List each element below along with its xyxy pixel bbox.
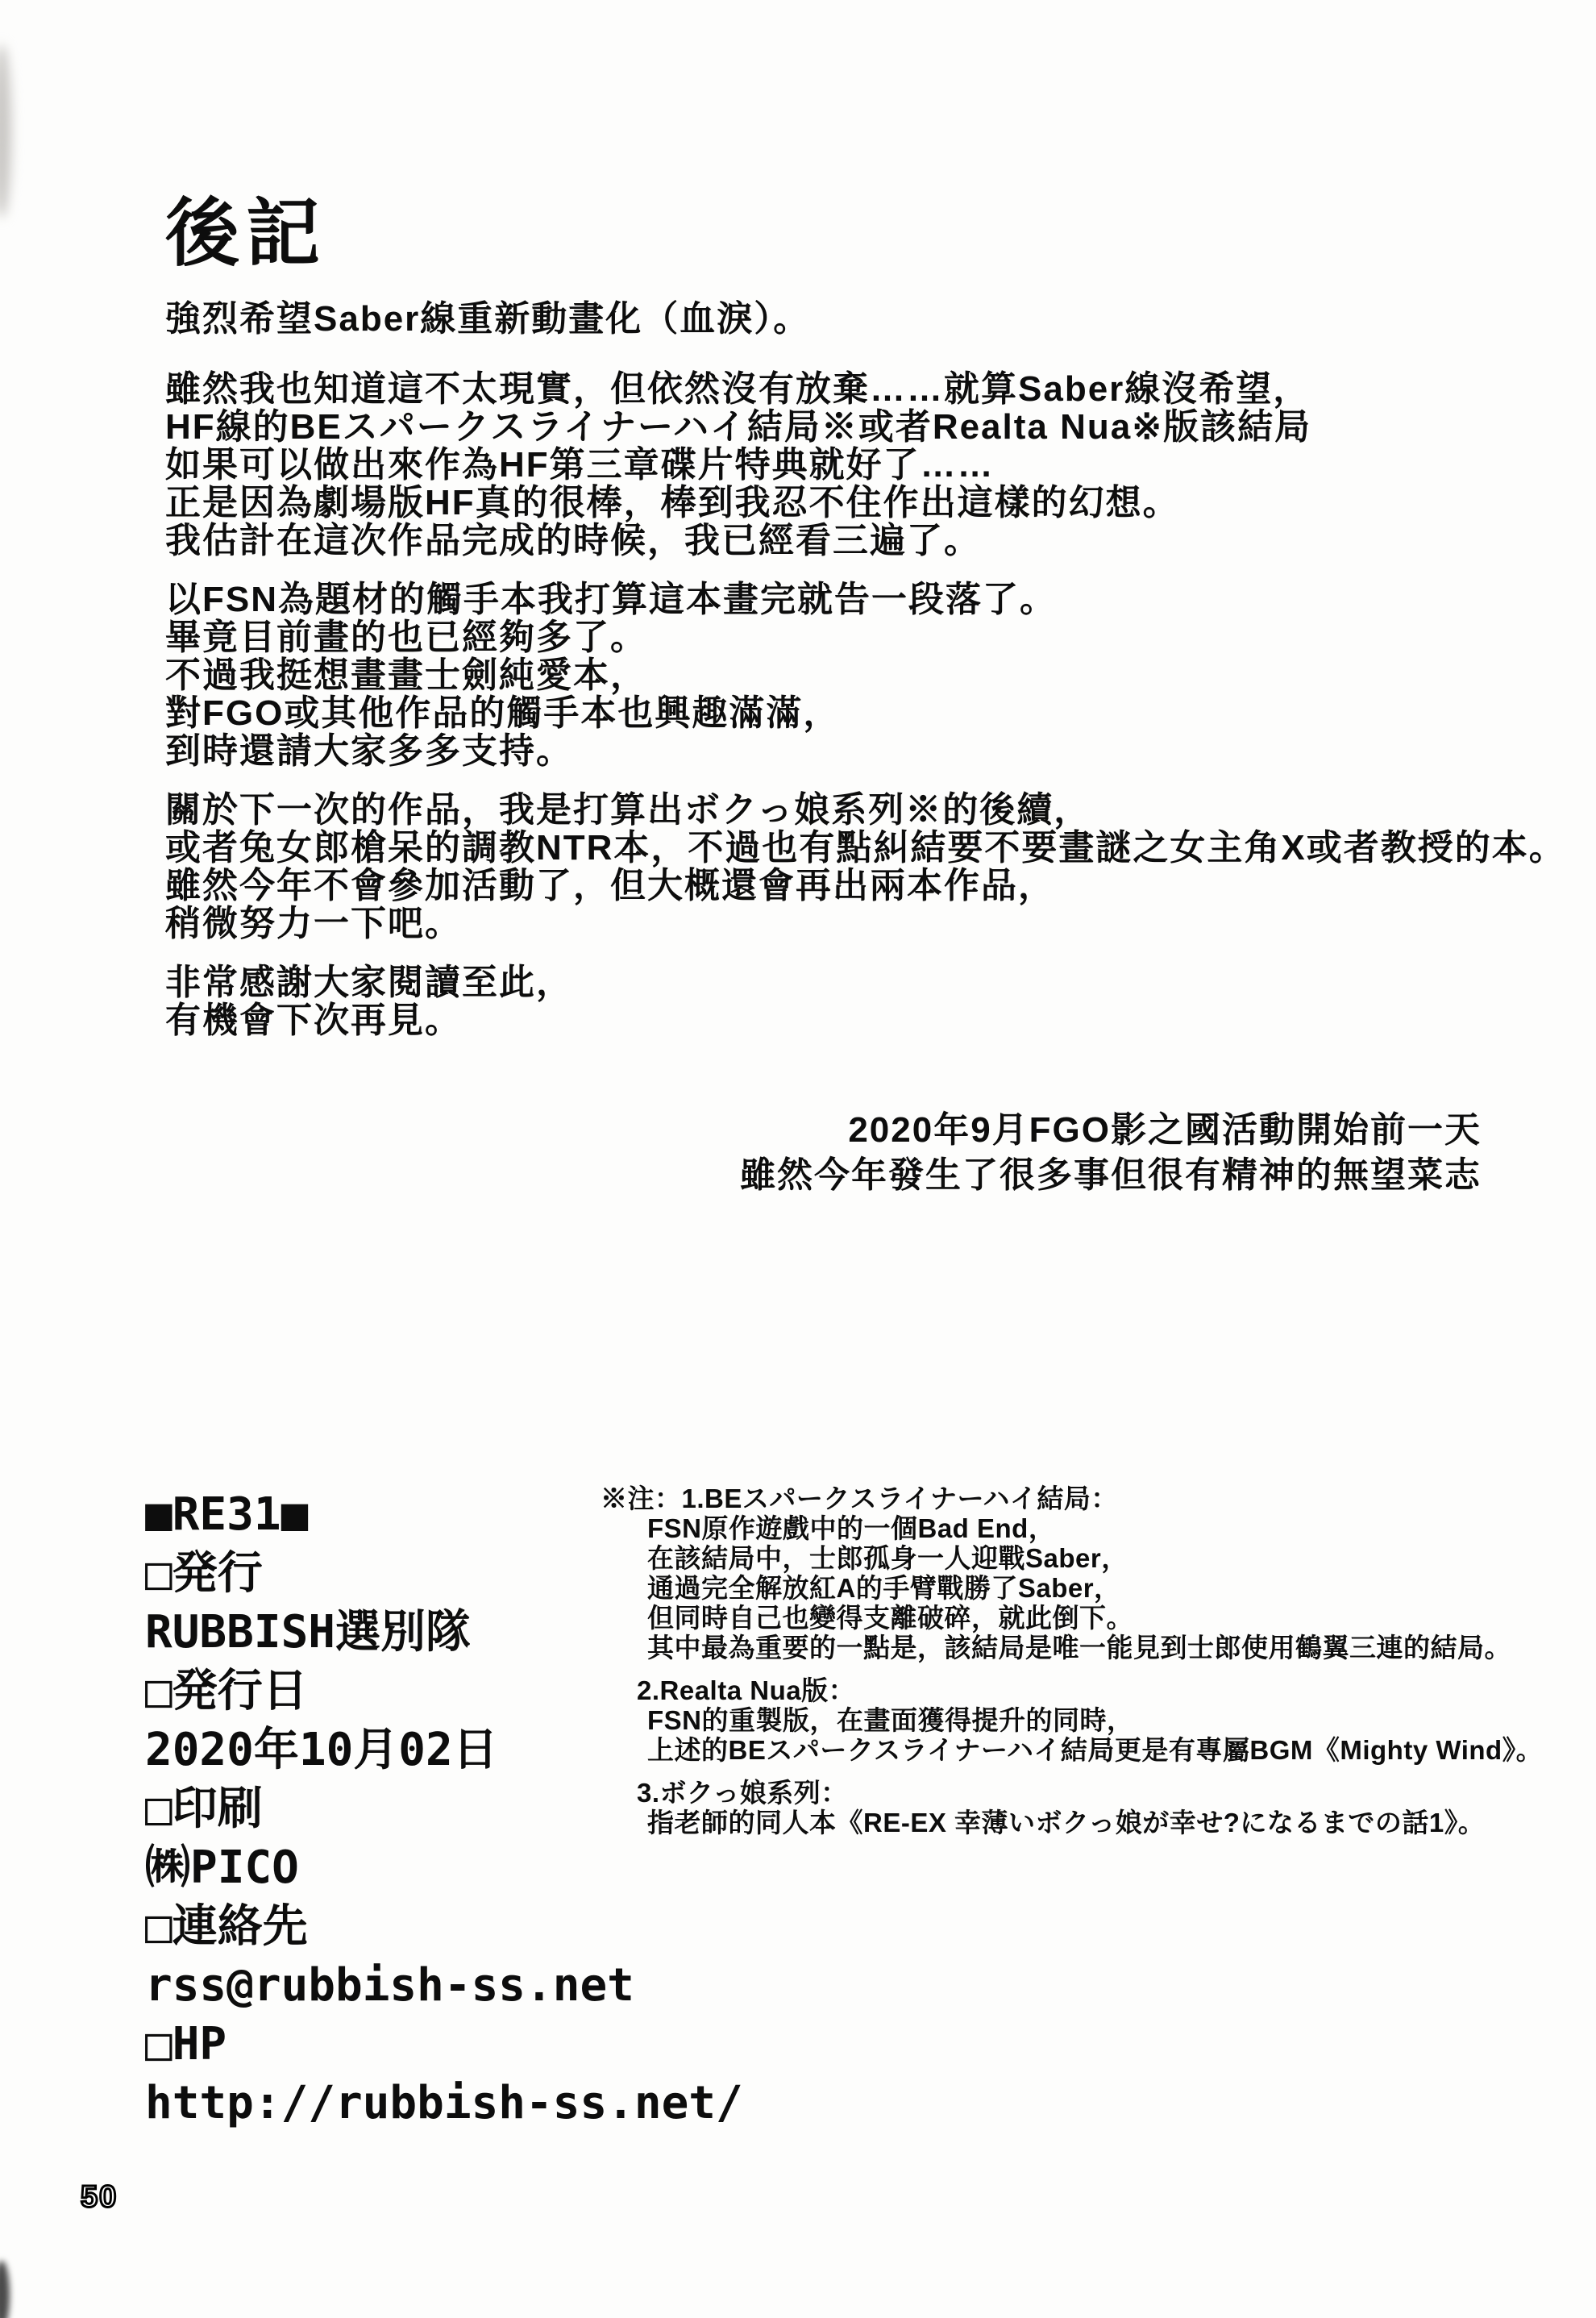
body-line: 或者兔女郎槍呆的調教NTR本，不過也有點糾結要不要畫謎之女主角X或者教授的本。 [165, 828, 1566, 868]
footnote-line: 上述的BEスパークスライナーハイ結局更是有專屬BGM《Mighty Wind》。 [647, 1735, 1544, 1765]
homepage-label: □HP [145, 2018, 227, 2070]
body-line: 不過我挺想畫畫士劍純愛本， [165, 655, 647, 695]
publisher-name: RUBBISH選別隊 [145, 1606, 472, 1658]
signature-author: 雖然今年發生了很多事但很有精神的無望菜志 [740, 1155, 1482, 1195]
scan-artifact-top [0, 44, 11, 218]
body-line: 稍微努力一下吧。 [165, 904, 462, 943]
scan-artifact-bottom [0, 2261, 10, 2318]
body-line: 有機會下次再見。 [165, 1001, 462, 1040]
body-line: 雖然我也知道這不太現實，但依然沒有放棄……就算Saber線沒希望， [165, 369, 1311, 409]
footnote-line: FSN的重製版，在畫面獲得提升的同時， [647, 1705, 1134, 1735]
body-line: 關於下一次的作品，我是打算出ボクっ娘系列※的後續， [165, 790, 1091, 830]
contact-email: rss@rubbish-ss.net [145, 1959, 634, 2012]
printer-name: ㈱PICO [145, 1841, 299, 1894]
body-line: 我估計在這次作品完成的時候，我已經看三遍了。 [165, 521, 981, 560]
paragraph [165, 791, 1566, 943]
paragraph [165, 370, 1566, 560]
body-line: HF線的BEスパークスライナーハイ結局※或者Realta Nua※版該結局 [165, 407, 1312, 447]
footnote-line: 其中最為重要的一點是，該結局是唯一能見到士郎使用鶴翼三連的結局。 [647, 1633, 1511, 1663]
afterword-body [165, 300, 1566, 1060]
publish-date: 2020年10月02日 [145, 1724, 498, 1776]
footnote-line: 但同時自己也變得支離破碎，就此倒下。 [647, 1603, 1133, 1633]
body-line: 非常感謝大家閱讀至此， [165, 963, 573, 1002]
footnote-2-head: 2.Realta Nua版： [637, 1675, 856, 1705]
circle-number: ■RE31■ [145, 1488, 309, 1541]
paragraph [165, 963, 1566, 1039]
contact-label: □連絡先 [145, 1900, 308, 1953]
body-line: 強烈希望Saber線重新動畫化（血淚）。 [165, 299, 811, 339]
body-line: 正是因為劇場版HF真的很棒，棒到我忍不住作出這樣的幻想。 [165, 483, 1180, 522]
footnote-line: 在該結局中，士郎孤身一人迎戰Saber， [647, 1543, 1128, 1573]
footnote-line: 通過完全解放紅A的手臂戰勝了Saber， [647, 1573, 1121, 1603]
footnote-heading [601, 1484, 1596, 1513]
body-line: 到時還請大家多多支持。 [165, 731, 573, 771]
body-line: 對FGO或其他作品的觸手本也興趣滿滿， [165, 693, 841, 733]
paragraph [165, 300, 1566, 338]
body-line: 畢竟目前畫的也已經夠多了。 [165, 618, 647, 657]
body-line: 以FSN為題材的觸手本我打算這本畫完就告一段落了。 [165, 580, 1057, 619]
footnote-item-1 [601, 1484, 1596, 1663]
signature-date: 2020年9月FGO影之國活動開始前一天 [848, 1110, 1482, 1150]
footnote-item-3 [601, 1778, 1596, 1837]
publisher-label: □発行 [145, 1547, 263, 1600]
body-line: 如果可以做出來作為HF第三章碟片特典就好了…… [165, 445, 995, 485]
footnote-item-2 [601, 1675, 1596, 1765]
homepage-url: http://rubbish-ss.net/ [145, 2077, 743, 2129]
page-title: 後記 [165, 193, 327, 275]
publish-date-label: □発行日 [145, 1665, 308, 1717]
body-line: 雖然今年不會參加活動了，但大概還會再出兩本作品， [165, 866, 1055, 905]
footnotes-block [601, 1484, 1596, 1850]
footnote-1-head: 1.BEスパークスライナーハイ結局： [681, 1484, 1118, 1513]
paragraph [165, 581, 1566, 770]
signature-block [740, 1108, 1482, 1198]
printer-label: □印刷 [145, 1783, 263, 1835]
page-number: 50 [81, 2180, 118, 2214]
footnote-line: 指老師的同人本《RE-EX 幸薄いボクっ娘が幸せ?になるまでの話1》。 [647, 1808, 1486, 1837]
footnote-line: FSN原作遊戲中的一個Bad End， [647, 1513, 1056, 1543]
footnote-3-head: 3.ボクっ娘系列： [637, 1778, 848, 1808]
footnote-prefix: ※注： [601, 1484, 682, 1513]
